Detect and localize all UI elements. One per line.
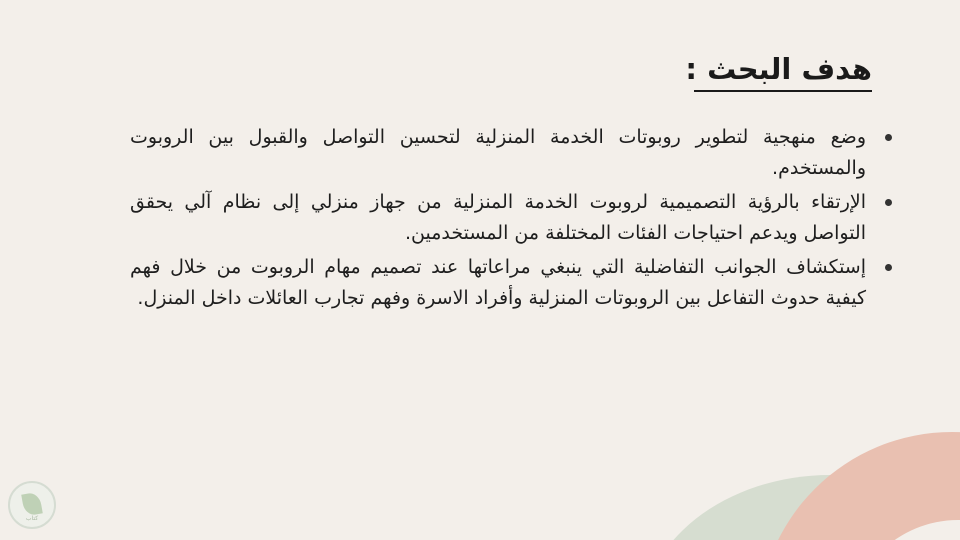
bullet-dot-icon [885, 134, 892, 141]
bullet-item [130, 252, 890, 314]
bullet-text: إستكشاف الجوانب التفاضلية التي ينبغي مراعاتها عند تصميم مهام الروبوت من خلال فهم كيفية حدوث التفاعل بين الروبوتات المنزلية وأفراد الاسرة وفهم تجارب العائلات داخل المنزل. [130, 256, 866, 309]
bullet-text: وضع منهجية لتطوير روبوتات الخدمة المنزلية لتحسين التواصل والقبول بين الروبوت والمستخدم. [130, 126, 866, 179]
bullet-text: الإرتقاء بالرؤية التصميمية لروبوت الخدمة المنزلية من جهاز منزلي إلى نظام آلي يحقق التواصل ويدعم احتياجات الفئات المختلفة من المستخدمين. [130, 191, 866, 244]
bullet-item [130, 122, 890, 184]
watermark-text: كتاب [25, 515, 39, 522]
bullet-item [130, 187, 890, 249]
bullet-dot-icon [885, 264, 892, 271]
watermark-logo-icon [8, 481, 56, 529]
title-underline [694, 90, 872, 92]
bullet-dot-icon [885, 199, 892, 206]
leaf-icon [21, 492, 43, 517]
slide-title: هدف البحث : [685, 52, 872, 86]
bullet-list [130, 122, 890, 317]
title-block [682, 50, 872, 88]
